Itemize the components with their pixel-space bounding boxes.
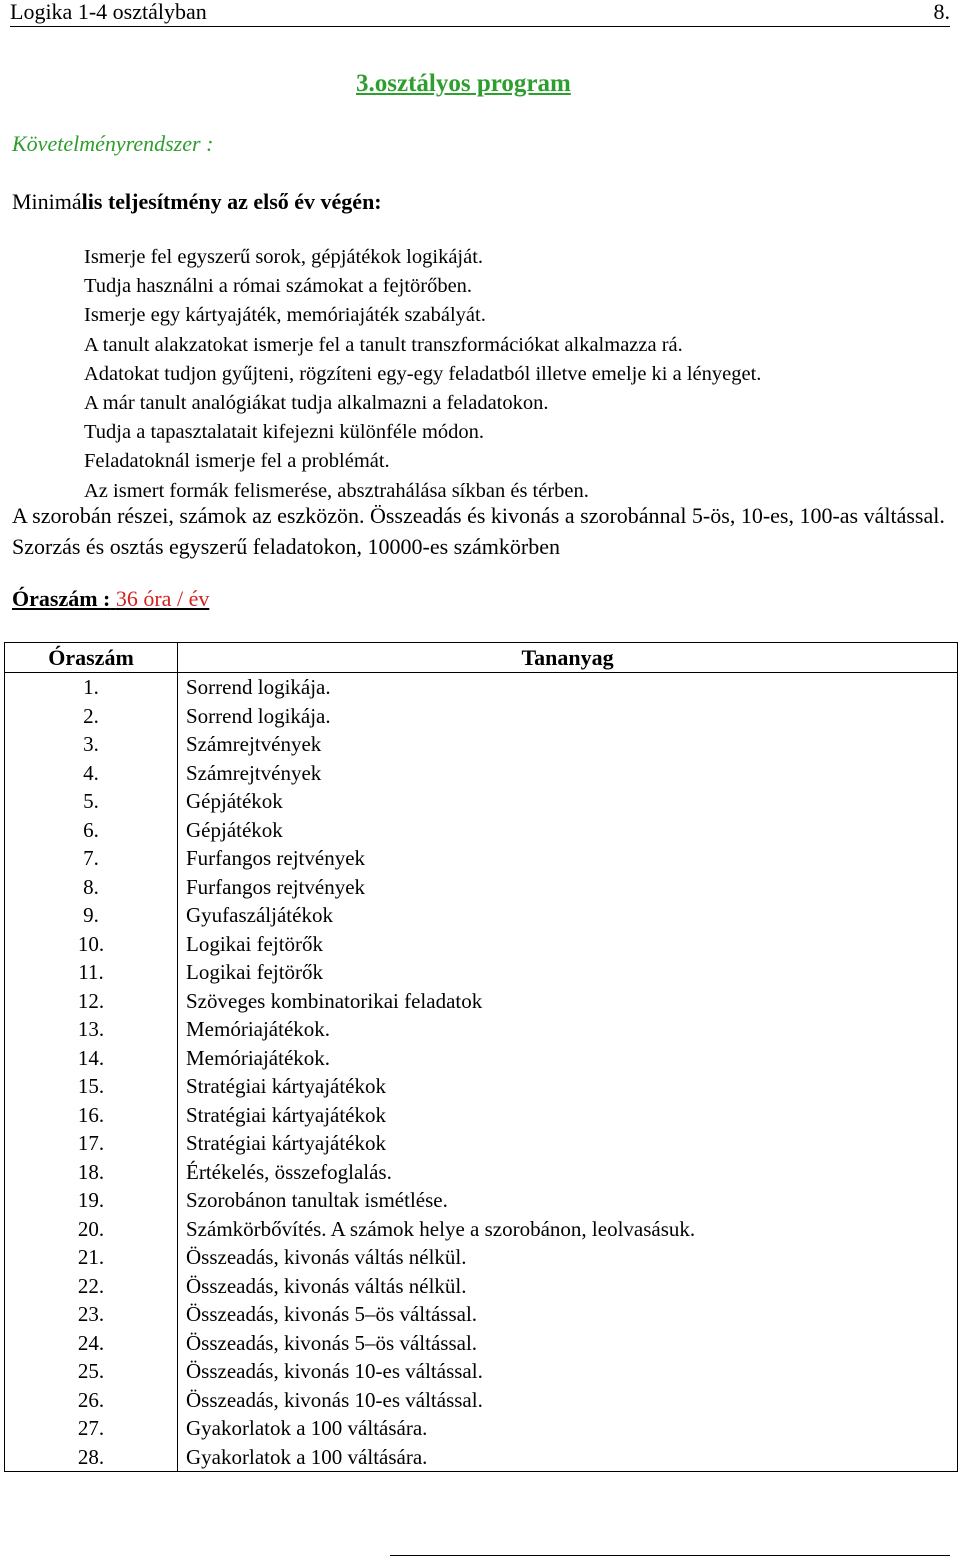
lesson-topic: Összeadás, kivonás 10-es váltással.	[178, 1386, 958, 1415]
hours-line	[12, 584, 209, 614]
lesson-number: 26.	[5, 1386, 178, 1415]
lesson-number: 20.	[5, 1215, 178, 1244]
lesson-topic: Stratégiai kártyajátékok	[178, 1101, 958, 1130]
table-row	[5, 901, 958, 930]
lesson-number: 12.	[5, 987, 178, 1016]
lesson-topic: Összeadás, kivonás váltás nélkül.	[178, 1272, 958, 1301]
minimum-heading-prefix: Minimá	[12, 189, 82, 214]
table-row	[5, 816, 958, 845]
objective-item: Ismerje egy kártyajáték, memóriajáték szabályát.	[84, 304, 486, 327]
lesson-number: 4.	[5, 759, 178, 788]
lesson-topic: Sorrend logikája.	[178, 702, 958, 731]
lesson-number: 28.	[5, 1443, 178, 1472]
lesson-topic: Értékelés, összefoglalás.	[178, 1158, 958, 1187]
lesson-number: 16.	[5, 1101, 178, 1130]
lesson-topic: Furfangos rejtvények	[178, 873, 958, 902]
lesson-number: 18.	[5, 1158, 178, 1187]
table-row	[5, 1015, 958, 1044]
table-row	[5, 730, 958, 759]
table-row	[5, 1158, 958, 1187]
lesson-topic: Gyufaszáljátékok	[178, 901, 958, 930]
lesson-number: 2.	[5, 702, 178, 731]
page-header	[10, 0, 950, 27]
lesson-number: 15.	[5, 1072, 178, 1101]
column-header-topic: Tananyag	[178, 643, 958, 673]
table-row	[5, 1044, 958, 1073]
objective-item: Adatokat tudjon gyűjteni, rögzíteni egy-egy feladatból illetve emelje ki a lényeget.	[84, 362, 762, 385]
lesson-topic: Összeadás, kivonás 5–ös váltással.	[178, 1329, 958, 1358]
table-body	[5, 673, 958, 1472]
objective-item: Tudja a tapasztalatait kifejezni különféle módon.	[84, 421, 485, 444]
table-row	[5, 1357, 958, 1386]
objective-item: A már tanult analógiákat tudja alkalmazni a feladatokon.	[84, 392, 549, 415]
minimum-heading-rest: lis teljesítmény az első év végén:	[81, 189, 382, 214]
lesson-topic: Gépjátékok	[178, 816, 958, 845]
lesson-topic: Stratégiai kártyajátékok	[178, 1072, 958, 1101]
lesson-number: 14.	[5, 1044, 178, 1073]
lesson-number: 19.	[5, 1186, 178, 1215]
objective-item: Az ismert formák felismerése, absztrahálása síkban és térben.	[84, 479, 589, 502]
objective-item: Tudja használni a római számokat a fejtörőben.	[84, 275, 473, 298]
lesson-topic: Összeadás, kivonás 10-es váltással.	[178, 1357, 958, 1386]
hours-value: 36 óra / év	[115, 586, 210, 611]
lesson-number: 10.	[5, 930, 178, 959]
table-row	[5, 873, 958, 902]
minimum-performance-heading	[12, 188, 382, 216]
lesson-number: 22.	[5, 1272, 178, 1301]
requirements-heading: Követelményrendszer :	[12, 131, 214, 156]
lesson-number: 9.	[5, 901, 178, 930]
lesson-topic: Számrejtvények	[178, 759, 958, 788]
lesson-number: 7.	[5, 844, 178, 873]
lesson-topic: Stratégiai kártyajátékok	[178, 1129, 958, 1158]
lesson-topic: Furfangos rejtvények	[178, 844, 958, 873]
table-row	[5, 930, 958, 959]
table-row	[5, 1414, 958, 1443]
lesson-topic: Memóriajátékok.	[178, 1044, 958, 1073]
lesson-topic: Számkörbővítés. A számok helye a szorobánon, leolvasásuk.	[178, 1215, 958, 1244]
lesson-number: 8.	[5, 873, 178, 902]
objective-item: Feladatoknál ismerje fel a problémát.	[84, 450, 390, 473]
lesson-number: 24.	[5, 1329, 178, 1358]
page-number: 8.	[933, 0, 950, 24]
table-row	[5, 1243, 958, 1272]
hours-label: Óraszám :	[12, 586, 111, 611]
lesson-topic: Memóriajátékok.	[178, 1015, 958, 1044]
table-row	[5, 958, 958, 987]
program-title: 3.osztályos program	[356, 70, 571, 97]
column-header-hours: Óraszám	[5, 643, 178, 673]
lesson-number: 11.	[5, 958, 178, 987]
objective-item: Ismerje fel egyszerű sorok, gépjátékok logikáját.	[84, 246, 484, 268]
objective-item: A tanult alakzatokat ismerje fel a tanult transzformációkat alkalmazza rá.	[84, 333, 683, 356]
lesson-number: 27.	[5, 1414, 178, 1443]
lesson-number: 3.	[5, 730, 178, 759]
lesson-number: 23.	[5, 1300, 178, 1329]
lesson-topic: Sorrend logikája.	[178, 673, 958, 702]
table-row	[5, 1272, 958, 1301]
lesson-topic: Gépjátékok	[178, 787, 958, 816]
table-row	[5, 787, 958, 816]
table-header-row	[5, 643, 958, 673]
lesson-number: 13.	[5, 1015, 178, 1044]
table-row	[5, 1443, 958, 1472]
table-row	[5, 1215, 958, 1244]
footer-rule	[390, 1555, 950, 1556]
table-row	[5, 702, 958, 731]
lesson-number: 21.	[5, 1243, 178, 1272]
table-row	[5, 1329, 958, 1358]
objectives-list	[84, 243, 761, 506]
lesson-topic: Logikai fejtörők	[178, 958, 958, 987]
curriculum-table	[4, 642, 958, 1472]
table-row	[5, 844, 958, 873]
lesson-number: 5.	[5, 787, 178, 816]
lesson-topic: Összeadás, kivonás váltás nélkül.	[178, 1243, 958, 1272]
document-title: Logika 1-4 osztályban	[10, 0, 207, 24]
lesson-topic: Szorobánon tanultak ismétlése.	[178, 1186, 958, 1215]
lesson-topic: Szöveges kombinatorikai feladatok	[178, 987, 958, 1016]
lesson-number: 1.	[5, 673, 178, 702]
lesson-topic: Gyakorlatok a 100 váltására.	[178, 1414, 958, 1443]
lesson-number: 17.	[5, 1129, 178, 1158]
table-row	[5, 1300, 958, 1329]
lesson-number: 25.	[5, 1357, 178, 1386]
soroban-paragraph: A szorobán részei, számok az eszközön. Összeadás és kivonás a szorobánnal 5-ös, 10-es, 100-as váltással. Szorzás és osztás egyszerű feladatokon, 10000-es számkörben	[12, 503, 945, 559]
table-row	[5, 987, 958, 1016]
lesson-topic: Összeadás, kivonás 5–ös váltással.	[178, 1300, 958, 1329]
lesson-topic: Számrejtvények	[178, 730, 958, 759]
table-row	[5, 673, 958, 702]
table-row	[5, 1386, 958, 1415]
table-row	[5, 1129, 958, 1158]
lesson-number: 6.	[5, 816, 178, 845]
table-row	[5, 1186, 958, 1215]
lesson-topic: Logikai fejtörők	[178, 930, 958, 959]
table-row	[5, 1101, 958, 1130]
table-row	[5, 759, 958, 788]
table-row	[5, 1072, 958, 1101]
lesson-topic: Gyakorlatok a 100 váltására.	[178, 1443, 958, 1472]
